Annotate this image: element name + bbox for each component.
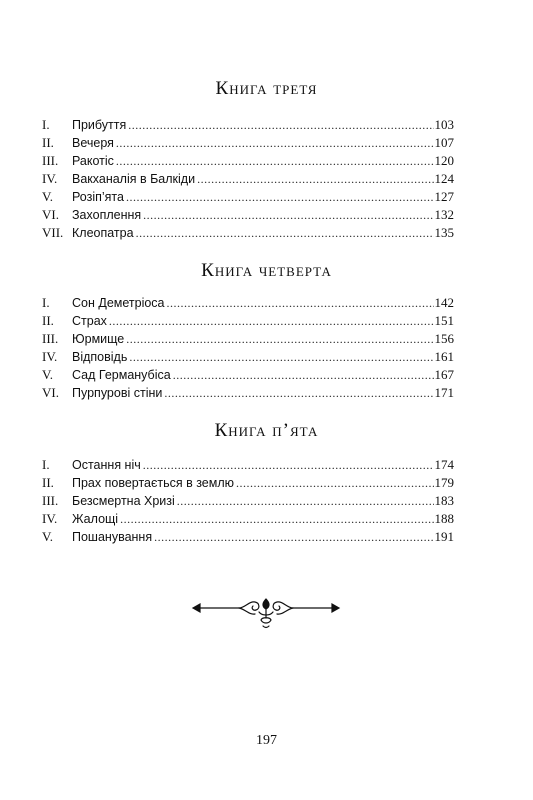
chapter-title: Страх	[72, 314, 107, 328]
chapter-title: Прибуття	[72, 118, 127, 132]
chapter-title: Юрмище	[72, 332, 125, 346]
chapter-number: III.	[42, 153, 59, 168]
chapter-number: I.	[42, 457, 50, 472]
chapter-number: VII.	[42, 225, 64, 240]
toc-entry[interactable]	[42, 492, 454, 510]
dot-leader	[177, 492, 434, 510]
dot-leader	[173, 366, 434, 384]
dot-leader	[143, 206, 433, 224]
chapter-number: II.	[42, 475, 54, 490]
book-four-contents	[42, 294, 454, 402]
chapter-number: II.	[42, 313, 54, 328]
chapter-page: 179	[434, 475, 454, 490]
chapter-title: Вечеря	[72, 136, 114, 150]
chapter-title: Пурпурові стіни	[72, 386, 163, 400]
chapter-title: Захоплення	[72, 208, 142, 222]
dot-leader	[236, 474, 433, 492]
chapter-number: V.	[42, 529, 53, 544]
dot-leader	[167, 294, 434, 312]
dot-leader	[126, 330, 433, 348]
chapter-title: Прах повертається в землю	[72, 476, 235, 490]
chapter-title: Розіп’ята	[72, 190, 124, 204]
toc-entry[interactable]	[42, 134, 454, 152]
chapter-number: V.	[42, 189, 53, 204]
decorative-divider-ornament-icon	[191, 596, 341, 630]
dot-leader	[164, 384, 433, 402]
dot-leader	[116, 134, 434, 152]
chapter-page: 161	[434, 349, 454, 364]
chapter-page: 107	[434, 135, 454, 150]
book-five-title: Книга п’ята	[214, 420, 319, 441]
toc-entry[interactable]	[42, 294, 454, 312]
chapter-number: I.	[42, 117, 50, 132]
chapter-number: IV.	[42, 171, 58, 186]
book-three-title: Книга третя	[215, 78, 318, 99]
toc-entry[interactable]	[42, 206, 454, 224]
chapter-number: VI.	[42, 385, 59, 400]
toc-entry[interactable]	[42, 474, 454, 492]
toc-entry[interactable]	[42, 170, 454, 188]
dot-leader	[128, 116, 433, 134]
chapter-page: 132	[434, 207, 454, 222]
chapter-page: 174	[434, 457, 454, 472]
toc-entry[interactable]	[42, 510, 454, 528]
chapter-number: III.	[42, 331, 59, 346]
chapter-number: I.	[42, 295, 50, 310]
chapter-page: 124	[434, 171, 454, 186]
book-three-contents	[42, 116, 454, 242]
chapter-title: Ракотіс	[72, 154, 114, 168]
chapter-page: 142	[434, 295, 454, 310]
dot-leader	[116, 152, 434, 170]
toc-entry[interactable]	[42, 330, 454, 348]
chapter-number: IV.	[42, 511, 58, 526]
chapter-number: V.	[42, 367, 53, 382]
dot-leader	[120, 510, 433, 528]
dot-leader	[154, 528, 433, 546]
toc-entry[interactable]	[42, 224, 454, 242]
chapter-number: VI.	[42, 207, 59, 222]
chapter-page: 171	[434, 385, 454, 400]
dot-leader	[143, 456, 434, 474]
toc-entry[interactable]	[42, 116, 454, 134]
chapter-title: Сад Германубіса	[72, 368, 171, 382]
chapter-title: Відповідь	[72, 350, 128, 364]
chapter-page: 188	[434, 511, 454, 526]
toc-entry[interactable]	[42, 456, 454, 474]
toc-entry[interactable]	[42, 312, 454, 330]
book-five-contents	[42, 456, 454, 546]
chapter-title: Пошанування	[72, 530, 153, 544]
book-four-title: Книга четверта	[201, 260, 332, 281]
chapter-number: IV.	[42, 349, 58, 364]
chapter-title: Безсмертна Хризі	[72, 494, 175, 508]
toc-entry[interactable]	[42, 188, 454, 206]
toc-entry[interactable]	[42, 152, 454, 170]
dot-leader	[109, 312, 434, 330]
chapter-page: 191	[434, 529, 454, 544]
chapter-page: 120	[434, 153, 454, 168]
chapter-page: 135	[434, 225, 454, 240]
dot-leader	[126, 188, 434, 206]
chapter-page: 183	[434, 493, 454, 508]
chapter-title: Жалощі	[72, 512, 119, 526]
dot-leader	[129, 348, 433, 366]
page-number: 197	[256, 733, 277, 748]
chapter-title: Клеопатра	[72, 226, 134, 240]
chapter-page: 167	[434, 367, 454, 382]
toc-entry[interactable]	[42, 384, 454, 402]
chapter-page: 127	[434, 189, 454, 204]
toc-entry[interactable]	[42, 348, 454, 366]
chapter-page: 151	[434, 313, 454, 328]
chapter-title: Вакханалія в Балкіди	[72, 172, 196, 186]
dot-leader	[197, 170, 433, 188]
dot-leader	[136, 224, 434, 242]
chapter-title: Сон Деметріоса	[72, 296, 165, 310]
chapter-page: 156	[434, 331, 454, 346]
toc-entry[interactable]	[42, 528, 454, 546]
chapter-title: Остання ніч	[72, 458, 141, 472]
toc-entry[interactable]	[42, 366, 454, 384]
chapter-number: III.	[42, 493, 59, 508]
chapter-page: 103	[434, 117, 454, 132]
chapter-number: II.	[42, 135, 54, 150]
